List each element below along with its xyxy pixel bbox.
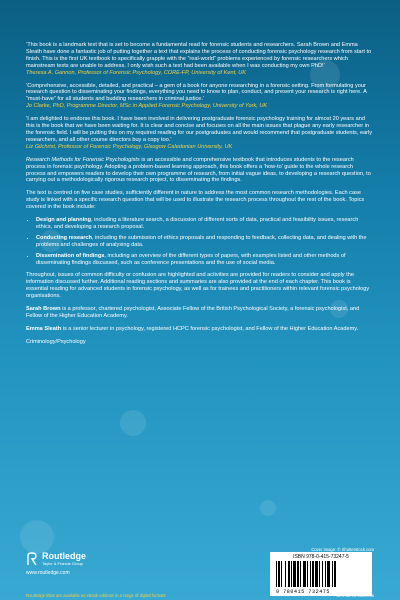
- endorsement-text: ‘Comprehensive, accessible, detailed, and practical – a gem of a book for anyone researching in a forensic setting. From formulating your research question to disseminating your findings, everything you need to know to plan, conduct, and present your research is right here. A “must-have” for all students and budding researchers in criminal justice.’: [26, 82, 367, 103]
- list-item: [36, 217, 374, 231]
- isbn-digits: 9 780415 732475: [276, 589, 331, 595]
- endorsement-text: ‘I am delighted to endorse this book. I have been involved in delivering postgraduate forensic psychology training for almost 20 years and this is the book that we have been waiting for. It is clear and concise and focuses on all the main issues that plague any early researcher in the forensic field. I will be putting this on my required reading for our postgraduates and would recommend that postgraduate students, early researchers, and all other course directors buy a copy too.’: [26, 116, 373, 143]
- topic-heading: Conducting research: [36, 234, 92, 241]
- author-bio-1: [26, 306, 374, 320]
- publisher-logo: [26, 552, 86, 566]
- footer-bar: [0, 590, 400, 600]
- barcode-icon: [276, 561, 366, 587]
- cover-credit: Cover image: © Shutterstock.com: [311, 547, 374, 552]
- endorsement-2: [26, 83, 374, 111]
- topic-text: , including the submission of ethics proposals and responding to feedback, collecting data, and dealing with the problems and challenges of analysing data.: [36, 234, 367, 248]
- endorsement-3: [26, 116, 374, 151]
- topic-heading: Design and planning: [36, 217, 92, 224]
- topic-text: , including a literature search, a discussion of different sorts of data, practical and feasibility issues, research ethics, and developing a research proposal.: [36, 217, 359, 230]
- routledge-logo-icon: [26, 552, 38, 566]
- author-name: Emma Sleath: [26, 325, 62, 332]
- description-case-studies: The text is centred on five case studies, sufficiently different in nature to address the most common research methodologies. Each case study is linked with a specific research question that will be used to illustrate the research process throughout the rest of the book. Topics covered in the book include:: [26, 190, 365, 211]
- endorsement-attribution: Theresa A. Gannon, Professor of Forensic Psychology, CORE-FP, University of Kent, UK: [26, 69, 247, 76]
- description-intro: [26, 157, 374, 185]
- author-bio: is a professor, chartered psychologist, Associate Fellow of the British Psychological Society, a forensic psychologist, and Fellow of the Higher Education Academy.: [26, 306, 360, 319]
- author-bio-2: [26, 326, 374, 333]
- intro-text: is an accessible and comprehensive textbook that introduces students to the research process in forensic psychology. Adopting a problem-based learning approach, this book offers a ‘how-to’ guide to the whole research process and empowers readers to develop their own programme of research, from initial vague ideas, to developing a research question, to carrying out a methodologically rigorous research project, to disseminating the findings.: [26, 156, 371, 184]
- publisher-block: [26, 552, 86, 576]
- author-bio: is a senior lecturer in psychology, registered HCPC forensic psychologist, and Fellow of the Higher Education Academy.: [61, 325, 359, 332]
- endorsement-text: ‘This book is a landmark text that is set to become a fundamental read for forensic students and researchers. Sarah Brown and Emma Sleath have done a fantastic job of putting together a text that explains the process of conducting forensic psychology research from start to finish. This is the first UK textbook to specifically grapple with the “real-world” problems experienced by forensic researchers which mainstream texts are unable to address. I only wish such a text had been available when I was conducting my own PhD!’: [26, 42, 372, 69]
- topic-heading: Dissemination of findings: [36, 252, 105, 259]
- ebook-note: Routledge titles are available as eBook editions in a range of digital formats: [26, 592, 166, 598]
- back-cover-text: [26, 42, 374, 352]
- endorsement-1: [26, 42, 374, 77]
- publisher-url[interactable]: www.routledge.com: [26, 570, 70, 576]
- topic-text: , including an overview of the different types of papers, with examples listed and other methods of disseminating findings discussed, such as conference presentations and the use of social media.: [36, 252, 346, 266]
- book-title: Research Methods for Forensic Psychologists: [26, 156, 140, 163]
- endorsement-attribution: Liz Gilchrist, Professor of Forensic Psychology, Glasgow Caledonian University, UK: [26, 143, 233, 150]
- topics-list: [26, 217, 374, 266]
- author-name: Sarah Brown: [26, 306, 61, 313]
- subject-category: Criminology/Psychology: [26, 338, 86, 345]
- publisher-group: Taylor & Francis Group: [42, 561, 83, 566]
- list-item: [36, 253, 374, 267]
- imprint-text: an informa business: [336, 592, 374, 598]
- publisher-name: Routledge: [42, 551, 86, 561]
- list-item: [36, 235, 374, 249]
- endorsement-attribution: Jo Clarke, PhD, Programme Director, MSc in Applied Forensic Psychology, University of York, UK: [26, 103, 268, 110]
- isbn-label: ISBN 978-0-415-73247-5: [293, 554, 349, 560]
- description-closing: Throughout, issues of common difficulty or confusion are highlighted and activities are provided for readers to consider and apply the information discussed further. Additional reading sections and summaries are also provided at the end of each chapter. This book is essential reading for advanced students in forensic psychology, as well as for trainees and practitioners within relevant forensic psychology organisations.: [26, 272, 370, 300]
